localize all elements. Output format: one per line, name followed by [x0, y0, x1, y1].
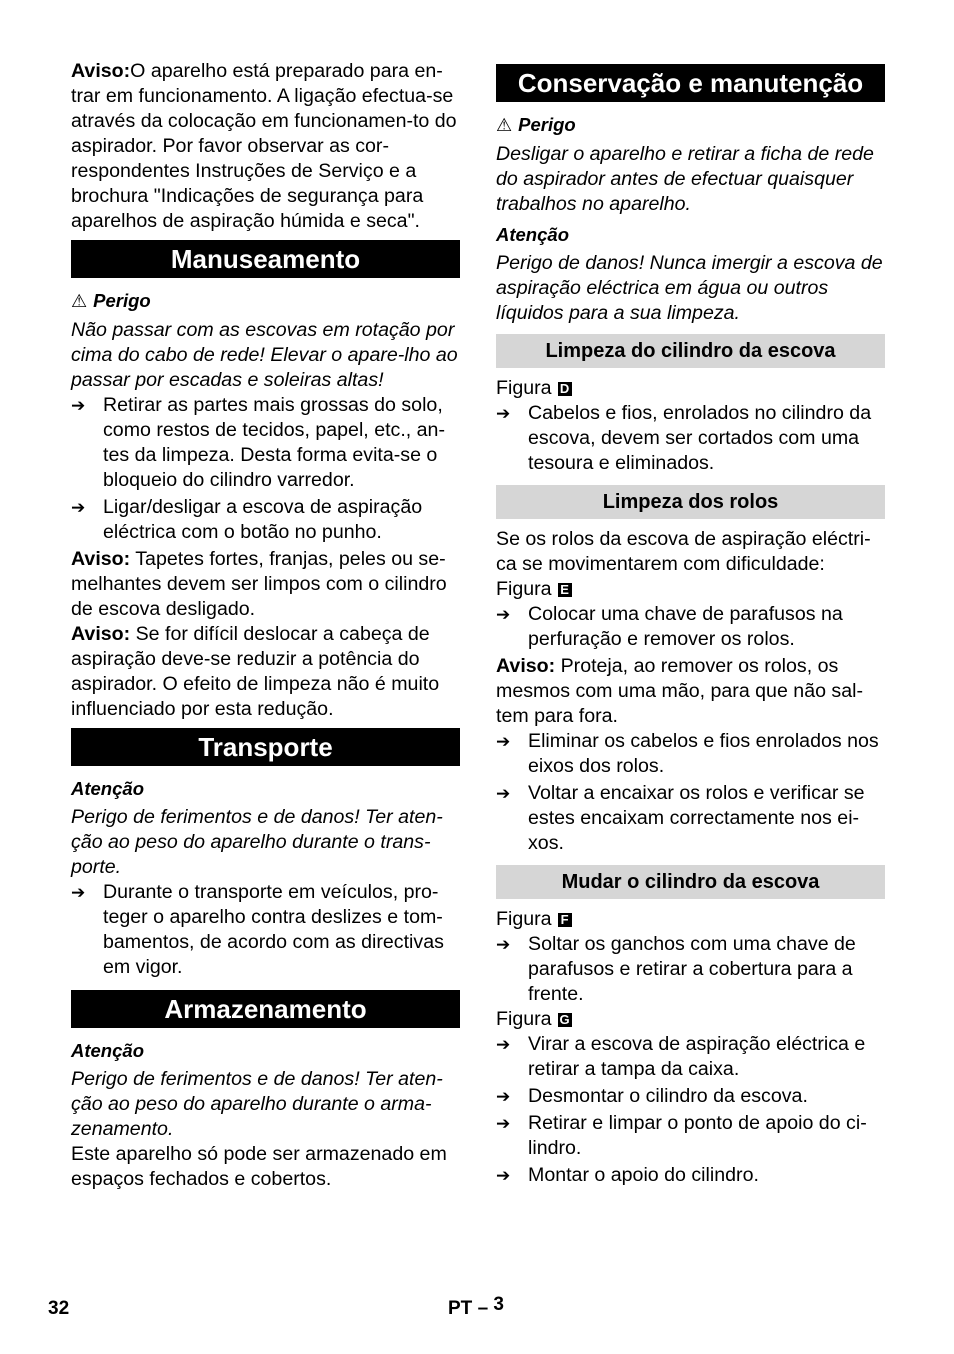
- page-number: 32: [48, 1298, 70, 1319]
- arrow-right-icon: ➔: [496, 1166, 511, 1185]
- rolos-intro: Se os rolos da escova de aspiração eléctri-ca se movimentarem com dificuldade:: [496, 528, 871, 575]
- arrow-right-icon: ➔: [496, 1035, 511, 1054]
- list-item: ➔ Eliminar os cabelos e fios enrolados nos eixos dos rolos.: [496, 730, 879, 777]
- attention-text: Perigo de ferimentos e de danos! Ter aten-ção ao peso do aparelho durante o trans-porte.: [71, 806, 443, 878]
- attention-text: Perigo de danos! Nunca imergir a escova de aspiração eléctrica em água ou outros líquidos para a sua limpeza.: [496, 252, 883, 324]
- intro-paragraph: Aviso:O aparelho está preparado para en-trar em funcionamento. A ligação efectua-se através da colocação em funcionamen-to do aspirador. Por favor observar as cor-respondentes Instruções de Serviço e a brochura "Indicações de segurança para aparelhos de aspiração húmida e seca".: [71, 60, 457, 232]
- note-paragraph: Aviso: Tapetes fortes, franjas, peles ou se-melhantes devem ser limpos com o cilindro de escova desligado.: [71, 548, 447, 620]
- arrow-right-icon: ➔: [496, 1087, 511, 1106]
- figure-letter-badge: F: [558, 913, 572, 927]
- warning-triangle-icon: ⚠: [496, 115, 513, 135]
- subsection-title-mudar: Mudar o cilindro da escova: [496, 865, 885, 899]
- warning-heading: ⚠ Perigo: [496, 112, 885, 138]
- warning-text: Desligar o aparelho e retirar a ficha de rede do aspirador antes de efectuar quaisquer trabalhos no aparelho.: [496, 143, 874, 215]
- list-item: ➔ Durante o transporte em veículos, pro-teger o aparelho contra deslizes e tom-bamentos, de acordo com as directivas em vigor.: [71, 881, 444, 978]
- left-column: [71, 59, 460, 1192]
- arrow-right-icon: ➔: [71, 396, 86, 415]
- arrow-right-icon: ➔: [496, 404, 511, 423]
- arrow-right-icon: ➔: [496, 1114, 511, 1133]
- note-paragraph: Aviso: Proteja, ao remover os rolos, os mesmos com uma mão, para que não sal-tem para fora.: [496, 655, 864, 727]
- attention-text: Perigo de ferimentos e de danos! Ter aten-ção ao peso do aparelho durante o arma-zenamento.: [71, 1068, 443, 1140]
- warning-heading: ⚠ Perigo: [71, 288, 460, 314]
- list-item: ➔ Retirar e limpar o ponto de apoio do ci-lindro.: [496, 1112, 867, 1159]
- figure-letter-badge: E: [558, 583, 572, 597]
- figure-reference: Figura D: [496, 376, 885, 401]
- warning-text: Não passar com as escovas em rotação por cima do cabo de rede! Elevar o apare-lho ao passar por escadas e soleiras altas!: [71, 319, 458, 391]
- arrow-right-icon: ➔: [496, 784, 511, 803]
- section-title-manuseamento: Manuseamento: [71, 240, 460, 278]
- list-item: ➔ Soltar os ganchos com uma chave de parafusos e retirar a cobertura para a frente.: [496, 933, 856, 1005]
- list-item: ➔ Virar a escova de aspiração eléctrica e retirar a tampa da caixa.: [496, 1033, 866, 1080]
- list-item: ➔ Montar o apoio do cilindro.: [496, 1164, 759, 1186]
- figure-letter-badge: G: [559, 1012, 570, 1027]
- arrow-right-icon: ➔: [496, 732, 511, 751]
- language-page-code: PT – 3: [448, 1294, 504, 1319]
- arrow-right-icon: ➔: [496, 935, 511, 954]
- list-item: ➔ Voltar a encaixar os rolos e verificar se estes encaixam correctamente nos ei-xos.: [496, 782, 865, 854]
- section-title-conservacao: Conservação e manutenção: [496, 64, 885, 102]
- list-item: ➔ Cabelos e fios, enrolados no cilindro da escova, devem ser cortados com uma tesoura e eliminados.: [496, 402, 872, 474]
- list-item: ➔ Retirar as partes mais grossas do solo, como restos de tecidos, papel, etc., an-tes da limpeza. Desta forma evita-se o bloqueio do cilindro varredor.: [71, 394, 445, 491]
- subsection-title-rolos: Limpeza dos rolos: [496, 485, 885, 519]
- figure-reference: Figura E: [496, 577, 885, 602]
- arrow-right-icon: ➔: [71, 498, 86, 517]
- list-item: ➔ Colocar uma chave de parafusos na perfuração e remover os rolos.: [496, 603, 843, 650]
- warning-triangle-icon: ⚠: [71, 291, 88, 311]
- arrow-right-icon: ➔: [71, 883, 86, 902]
- list-item: ➔ Ligar/desligar a escova de aspiração eléctrica com o botão no punho.: [71, 496, 423, 543]
- note-paragraph: Aviso: Se for difícil deslocar a cabeça de aspiração deve-se reduzir a potência do aspirador. O efeito de limpeza não é muito influenciado por esta redução.: [71, 623, 440, 720]
- list-item: ➔ Desmontar o cilindro da escova.: [496, 1085, 808, 1107]
- attention-heading: Atenção: [496, 224, 569, 245]
- attention-heading: Atenção: [71, 1040, 144, 1061]
- figure-reference: Figura G: [496, 1008, 570, 1030]
- figure-letter-badge: D: [558, 382, 572, 396]
- arrow-right-icon: ➔: [496, 605, 511, 624]
- storage-text: Este aparelho só pode ser armazenado em espaços fechados e cobertos.: [71, 1143, 447, 1190]
- figure-reference: Figura F: [496, 907, 885, 932]
- right-column: [496, 64, 885, 1188]
- section-title-armazenamento: Armazenamento: [71, 990, 460, 1028]
- subsection-title-cilindro: Limpeza do cilindro da escova: [496, 334, 885, 368]
- attention-heading: Atenção: [71, 778, 144, 799]
- section-title-transporte: Transporte: [71, 728, 460, 766]
